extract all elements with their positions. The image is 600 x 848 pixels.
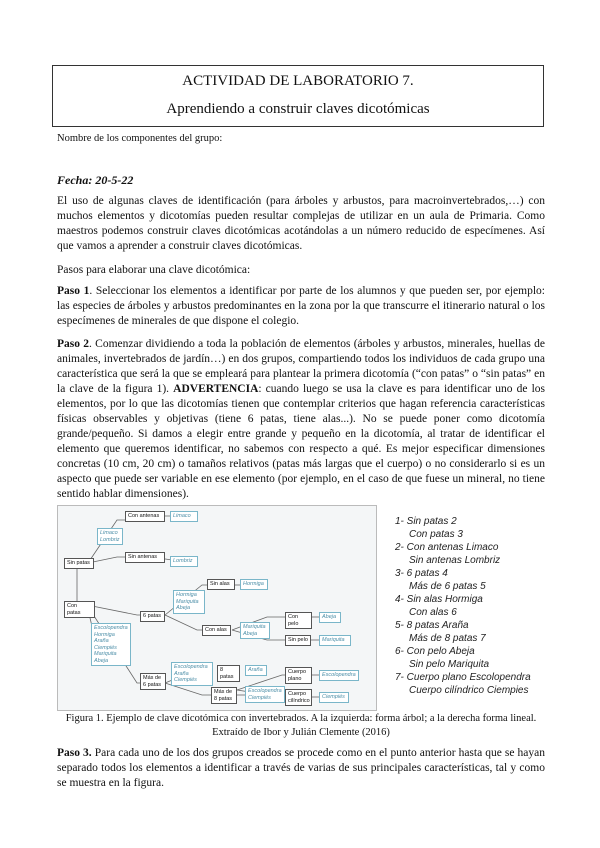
linear-key-line: 3- 6 patas 4 — [395, 568, 448, 579]
node-con-antenas: Con antenas — [125, 511, 165, 522]
linear-key-line: Cuerpo cilíndrico Ciempies — [409, 685, 529, 696]
leaf-ciempies: Ciempiés — [319, 692, 349, 703]
linear-key-line: Más de 6 patas 5 — [409, 581, 486, 592]
linear-key-line: Sin antenas Lombriz — [409, 555, 501, 566]
linear-key-line: Sin pelo Mariquita — [409, 659, 490, 670]
figure-caption — [57, 712, 545, 740]
leaf-limaco: Limaco — [170, 511, 198, 522]
group-escolopendra-arana-ciempies: Escolopendra Araña Ciempiés — [171, 662, 213, 686]
linear-key-line: 1- Sin patas 2 — [395, 516, 457, 527]
leaf-escolopendra: Escolopendra — [319, 670, 359, 681]
linear-key — [395, 515, 545, 697]
node-cuerpo-cilindrico: Cuerpo cilíndrico — [285, 689, 312, 706]
node-sin-antenas: Sin antenas — [125, 552, 165, 563]
node-6-patas: 6 patas — [140, 611, 165, 622]
step-1-label: Paso 1 — [57, 285, 90, 297]
group-escolopendra-ciempies: Escolopendra Ciempiés — [245, 686, 285, 703]
step-1-text: . Seleccionar los elementos a identificar por parte de los alumnos y que pueden ser, por ejemplo: las especies de árboles y arbustos predominantes en la zona por la que transcurre el itinerario natural o los especímenes de minerales de que dispone el colegio. — [57, 285, 545, 327]
caption-line-2: Extraído de Ibor y Julián Clemente (2016) — [212, 727, 390, 738]
linear-key-line: Con patas 3 — [409, 529, 463, 540]
linear-key-line: Con alas 6 — [409, 607, 457, 618]
linear-key-line: 6- Con pelo Abeja — [395, 646, 475, 657]
steps-heading: Pasos para elaborar una clave dicotómica: — [57, 264, 251, 276]
page-subtitle: Aprendiendo a construir claves dicotómicas — [166, 101, 430, 117]
node-con-pelo: Con pelo — [285, 612, 312, 629]
node-sin-pelo: Sin pelo — [285, 635, 311, 646]
leaf-mariquita: Mariquita — [319, 635, 351, 646]
page-title: ACTIVIDAD DE LABORATORIO 7. — [182, 73, 414, 89]
node-cuerpo-plano: Cuerpo plano — [285, 667, 312, 684]
step-2-text-b: : cuando luego se usa la clave es para identificar uno de los elementos, por lo que las dicotomías tienen que contemplar criterios que hagan referencia características físicas observables y objetivas (tiene 6 patas, tiene alas...). No se puede poner como dicotomía grande/pequeño. Si damos a elegir entre grande y pequeño en la dicotomía, al tratar de identificar el elemento que queremos identificar, no sabemos con respecto a qué. Es mejor especificar dimensiones concretas (10 cm, 20 cm) o tamaños relativos (patas más largas que el cuerpo) o no considerarlo si es un aspecto que puede ser variable en ese elemento (por ejemplo, en el caso de que fuese un mineral, no tiene sentido hablar dimensiones). — [57, 383, 545, 500]
group-members-label: Nombre de los componentes del grupo: — [57, 133, 223, 144]
node-mas-8-patas: Más de 8 patas — [211, 687, 237, 704]
step-2-warning: ADVERTENCIA — [173, 383, 259, 395]
leaf-lombriz: Lombriz — [170, 556, 198, 567]
step-2 — [57, 337, 545, 502]
date-label: Fecha: 20-5-22 — [57, 173, 134, 187]
group-hormiga-mariquita-abeja: Hormiga Mariquita Abeja — [173, 590, 205, 614]
intro-paragraph: El uso de algunas claves de identificación (para árboles y arbustos, para macroinvertebrados,…) con muchos elementos y dicotomías pueden resultar complejas de utilizar en un aula de Primaria. Como maestros podemos construir claves dicotómicas acotándolas a un número reducido de especímenes. Así que vamos a aprender a construir claves dicotómicas. — [57, 195, 545, 252]
group-all: Escolopendra Hormiga Araña Ciempiés Mariquita Abeja — [91, 623, 131, 666]
node-sin-patas: Sin patas — [64, 558, 94, 569]
node-con-alas: Con alas — [202, 625, 231, 636]
step-2-text-a: . Comenzar dividiendo a toda la población de elementos (árboles y arbustos, minerales, huellas de animales, invertebrados de jardín…) en dos grupos, compartiendo todos los individuos de cada grupo una característica que será la que se empleará para plantear la primera dicotomía (“con patas” o “sin patas” en la clave de la figura 1). — [57, 338, 545, 395]
step-1 — [57, 284, 545, 329]
step-3-label: Paso 3. — [57, 747, 92, 759]
leaf-arana: Araña — [245, 665, 267, 676]
linear-key-line: 5- 8 patas Araña — [395, 620, 469, 631]
node-sin-alas: Sin alas — [207, 579, 235, 590]
node-8-patas: 8 patas — [217, 665, 240, 682]
group-mariquita-abeja: Mariquita Abeja — [240, 622, 270, 639]
linear-key-line: 4- Sin alas Hormiga — [395, 594, 483, 605]
linear-key-line: 2- Con antenas Limaco — [395, 542, 499, 553]
step-3-text: Para cada uno de los dos grupos creados se procede como en el punto anterior hasta que se hayan separado todos los elementos a identificar a través de varias de sus principales características, tal y como se muestra en la figura. — [57, 747, 546, 789]
linear-key-line: 7- Cuerpo plano Escolopendra — [395, 672, 531, 683]
step-2-label: Paso 2 — [57, 338, 90, 350]
node-mas-6-patas: Más de 6 patas — [140, 673, 166, 690]
node-con-patas: Con patas — [64, 601, 95, 618]
step-3 — [57, 746, 545, 791]
leaf-abeja: Abeja — [319, 612, 341, 623]
linear-key-line: Más de 8 patas 7 — [409, 633, 486, 644]
group-limaco-lombriz: Limaco Lombriz — [97, 528, 123, 545]
caption-line-1: Figura 1. Ejemplo de clave dicotómica con invertebrados. A la izquierda: forma árbol; a la derecha forma lineal. — [65, 713, 537, 724]
leaf-hormiga: Hormiga — [240, 579, 268, 590]
